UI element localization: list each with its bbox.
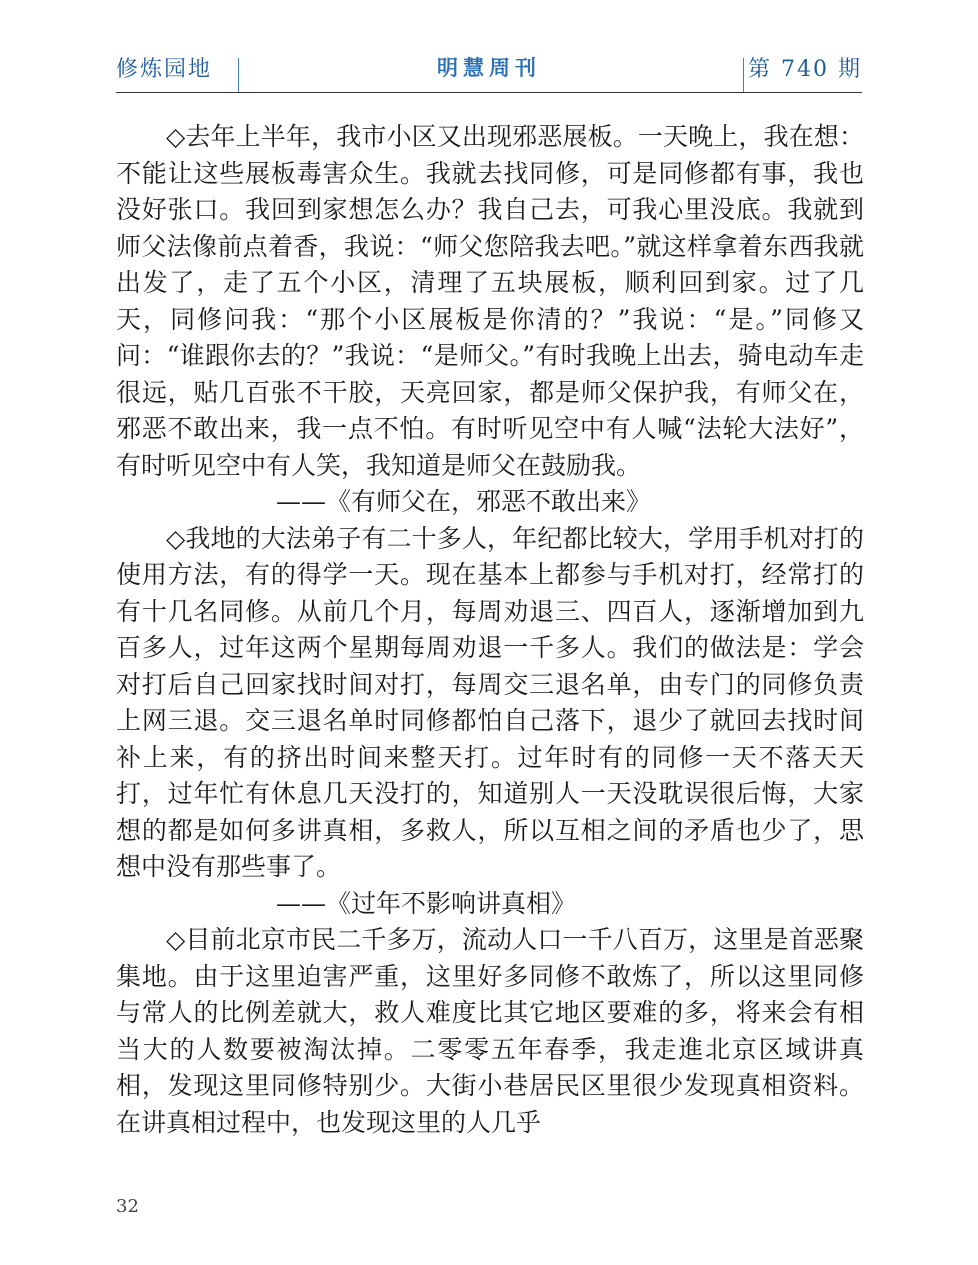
article-2-source: ——《过年不影响讲真相》 [276,888,577,918]
header-rule [116,92,862,93]
article-content [116,119,864,1141]
issue-number: 第 740 期 [748,57,862,82]
section-name: 修炼园地 [116,57,213,82]
article-1-body: ◇去年上半年，我市小区又出现邪恶展板。一天晚上，我在想：不能让这些展板毒害众生。我就去找同修，可是同修都有事，我也没好张口。我回到家想怎么办？我自己去，可我心里没底。我就到师父法像前点着香，我说：“师父您陪我去吧。”就这样拿着东西我就出发了，走了五个小区，清理了五块展板，顺利回到家。过了几天，同修问我：“那个小区展板是你清的？”我说：“是。”同修又问：“谁跟你去的？”我说：“是师父。”有时我晚上出去，骑电动车走很远，贴几百张不干胶，天亮回家，都是师父保护我，有师父在，邪恶不敢出来，我一点不怕。有时听见空中有人喊“法轮大法好”，有时听见空中有人笑，我知道是师父在鼓励我。 [116,122,864,480]
publication-title: 明慧周刊 [437,55,541,80]
page-header [116,52,862,94]
article-3-body: ◇目前北京市民二千多万，流动人口一千八百万，这里是首恶聚集地。由于这里迫害严重，这里好多同修不敢炼了，所以这里同修与常人的比例差就大，救人难度比其它地区要难的多，将来会有相当大的人数要被淘汰掉。二零零五年春季，我走進北京区域讲真相，发现这里同修特别少。大街小巷居民区里很少发现真相资料。在讲真相过程中，也发现这里的人几乎 [116,925,864,1137]
article-2-body: ◇我地的大法弟子有二十多人，年纪都比较大，学用手机对打的使用方法，有的得学一天。现在基本上都参与手机对打，经常打的有十几名同修。从前几个月，每周劝退三、四百人，逐渐增加到九百多人，过年这两个星期每周劝退一千多人。我们的做法是：学会对打后自己回家找时间对打，每周交三退名单，由专门的同修负责上网三退。交三退名单时同修都怕自己落下，退少了就回去找时间补上来，有的挤出时间来整天打。过年时有的同修一天不落天天打，过年忙有休息几天没打的，知道别人一天没耽误很后悔，大家想的都是如何多讲真相，多救人，所以互相之间的矛盾也少了，思想中没有那些事了。 [116,523,864,881]
header-divider-right [743,58,744,92]
article-1-source: ——《有师父在，邪恶不敢出来》 [276,487,652,516]
page-number: 32 [116,1196,139,1217]
